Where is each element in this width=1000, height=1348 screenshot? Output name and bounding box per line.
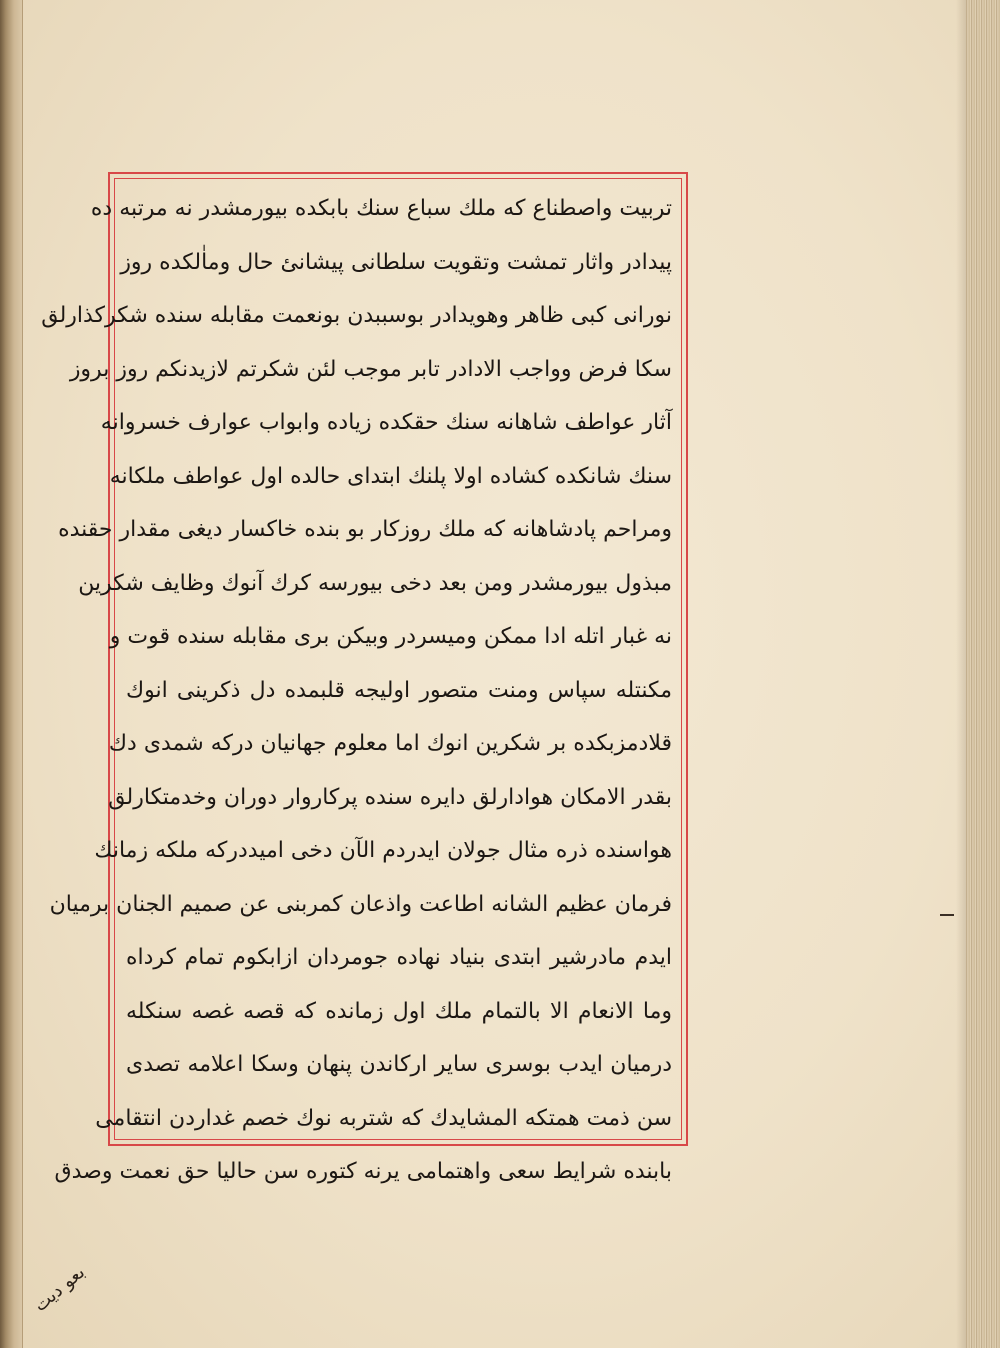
text-line: فرمان عظیم الشانه اطاعت واذعان کمربنی عن صمیم الجنان برمیان: [49, 891, 672, 917]
text-line: نه غبار اتله ادا ممکن ومیسردر وبیکن بری مقابله سنده قوت و: [109, 624, 672, 649]
text-line: پیدادر واثار تمشت وتقویت سلطانی پیشانئ حال وماٰلکده روز: [120, 249, 672, 275]
text-line: نورانی کبی ظاهر وهویدادر بوسببدن بونعمت مقابله سنده شکرکذارلق: [41, 303, 672, 328]
text-line: بقدر الامکان هوادارلق دایره سنده پرکاروار دوران وخدمتکارلق: [108, 784, 672, 810]
text-block: [41, 182, 672, 1199]
text-line: قلادمزبکده بر شکرین انوك اما معلوم جهانیان درکه شمدی دك: [108, 731, 672, 756]
text-line: وما الانعام الا بالتمام ملك اول زمانده که قصه غصه سنکله: [126, 998, 672, 1024]
text-line: تربیت واصطناع که ملك سباع سنك بابکده بیورمشدر نه مرتبه ده: [90, 196, 672, 221]
text-line: سن ذمت همتکه المشایدك که شتربه نوك خصم غداردن انتقامی: [95, 1105, 672, 1131]
text-line: بابنده شرایط سعی واهتمامی یرنه کتوره سن حالیا حق نعمت وصدق: [54, 1159, 672, 1184]
text-line: ایدم مادرشیر ابتدی بنیاد نهاده جومردان ازابکوم تمام کرداه: [126, 945, 672, 970]
text-line: سکا فرض وواجب الادادر تابر موجب لئن شکرتم لازیدنکم روز بروز: [69, 356, 672, 382]
book-fore-edge: [966, 0, 1000, 1348]
text-line: ومراحم پادشاهانه که ملك روزکار بو بنده خاکسار دیغی مقدار حقنده: [58, 517, 672, 542]
text-line: درمیان ایدب بوسری سایر ارکاندن پنهان وسکا اعلامه تصدی: [126, 1052, 672, 1077]
catchword: بعو دیت: [30, 1261, 90, 1317]
text-line: آثار عواطف شاهانه سنك حقکده زیاده وابواب عوارف خسروانه: [100, 410, 672, 435]
text-line: مبذول بیورمشدر ومن بعد دخی بیورسه کرك آنوك وظایف شکرین: [78, 570, 672, 596]
margin-mark: [940, 914, 954, 916]
text-line: مکنتله سپاس ومنت متصور اولیجه قلبمده دل ذکرینی انوك: [126, 677, 672, 703]
text-line: سنك شانکده کشاده اولا پلنك ابتدای حالده اول عواطف ملکانه: [109, 463, 672, 489]
text-line: هواسنده ذره مثال جولان ایدردم الآن دخی امیددرکه ملکه زمانك: [94, 838, 672, 863]
facing-page-edge: [0, 190, 23, 1130]
